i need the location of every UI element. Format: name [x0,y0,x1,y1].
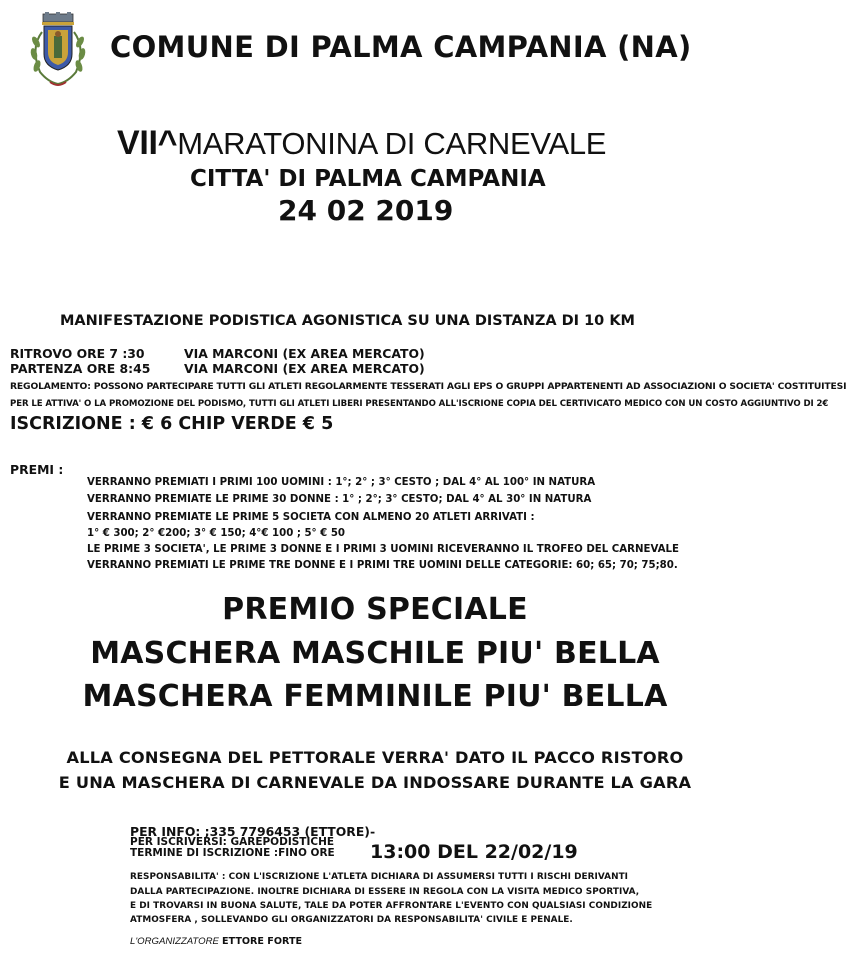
start-time: PARTENZA ORE 8:45 [10,361,151,376]
special-prize-male: MASCHERA MASCHILE PIU' BELLA [90,636,660,671]
info-contact: PER INFO: ;335 7796453 (ETTORE)- [130,824,376,839]
rules-line: PER LE ATTIVA' O LA PROMOZIONE DEL PODISMO, TUTTI GLI ATLETI LIBERI PRESENTANDO ALL'ISCRIONE COPIA DEL CERTIVICATO MEDICO CON UN COSTO AGGIUNTIVO DI 2€ [10,399,829,409]
rules-line: REGOLAMENTO: POSSONO PARTECIPARE TUTTI GLI ATLETI REGOLARMENTE TESSERATI AGLI EPS O GRUPPI APPARTENENTI AD ASSOCIAZIONI O SOCIETA' COSTITUITESI [10,381,846,392]
prize-line: 1° € 300; 2° €200; 3° € 150; 4°€ 100 ; 5° € 50 [87,528,345,539]
delivery-note: E UNA MASCHERA DI CARNEVALE DA INDOSSARE DURANTE LA GARA [58,773,692,792]
event-description: MANIFESTAZIONE PODISTICA AGONISTICA SU UNA DISTANZA DI 10 KM [60,313,635,329]
special-prize-female: MASCHERA FEMMINILE PIU' BELLA [82,679,668,714]
registration-fee: ISCRIZIONE : € 6 CHIP VERDE € 5 [10,414,334,434]
meeting-place: VIA MARCONI (EX AREA MERCATO) [184,346,425,361]
info-subscribe: PER ISCRIVERSI: GAREPODISTICHE [130,836,335,848]
event-date: 24 02 2019 [278,194,454,227]
prize-line: VERRANNO PREMIATI LE PRIME TRE DONNE E I PRIMI TRE UOMINI DELLE CATEGORIE: 60; 65; 70; 75;80. [87,560,678,571]
delivery-note: ALLA CONSEGNA DEL PETTORALE VERRA' DATO IL PACCO RISTORO [66,748,684,767]
prize-line: VERRANNO PREMIATI I PRIMI 100 UOMINI : 1°; 2° ; 3° CESTO ; DAL 4° AL 100° IN NATURA [87,477,596,488]
info-deadline-time: 13:00 DEL 22/02/19 [370,841,578,863]
disclaimer-line: E DI TROVARSI IN BUONA SALUTE, TALE DA POTER AFFRONTARE L'EVENTO CON QUALSIASI CONDIZIONE [130,901,653,911]
prize-line: LE PRIME 3 SOCIETA', LE PRIME 3 DONNE E I PRIMI 3 UOMINI RICEVERANNO IL TROFEO DEL CARNEVALE [87,544,679,555]
event-subtitle: CITTA' DI PALMA CAMPANIA [190,166,546,192]
event-title [117,124,606,163]
meeting-time: RITROVO ORE 7 :30 [10,346,145,361]
disclaimer-line: DALLA PARTECIPAZIONE. INOLTRE DICHIARA DI ESSERE IN REGOLA CON LA VISITA MEDICO SPORTIVA, [130,887,640,897]
prize-line: VERRANNO PREMIATE LE PRIME 30 DONNE : 1° ; 2°; 3° CESTO; DAL 4° AL 30° IN NATURA [87,494,592,505]
prize-line: VERRANNO PREMIATE LE PRIME 5 SOCIETA CON ALMENO 20 ATLETI ARRIVATI : [87,512,535,523]
event-name: MARATONINA DI CARNEVALE [177,126,607,161]
page-title: COMUNE DI PALMA CAMPANIA (NA) [110,30,692,64]
special-prize-title: PREMIO SPECIALE [222,592,528,627]
organizer-label: L'ORGANIZZATORE [130,936,219,947]
organizer-name: ETTORE FORTE [222,936,303,947]
prizes-label: PREMI : [10,462,64,477]
info-deadline-label: TERMINE DI ISCRIZIONE :FINO ORE [130,847,335,859]
event-edition: VII^ [117,124,178,162]
start-place: VIA MARCONI (EX AREA MERCATO) [184,361,425,376]
disclaimer-line: RESPONSABILITA' : CON L'ISCRIZIONE L'ATLETA DICHIARA DI ASSUMERSI TUTTI I RISCHI DERIVANTI [130,872,629,882]
municipal-crest-icon [24,12,92,92]
disclaimer-line: ATMOSFERA , SOLLEVANDO GLI ORGANIZZATORI DA RESPONSABILITA' CIVILE E PENALE. [130,915,573,925]
